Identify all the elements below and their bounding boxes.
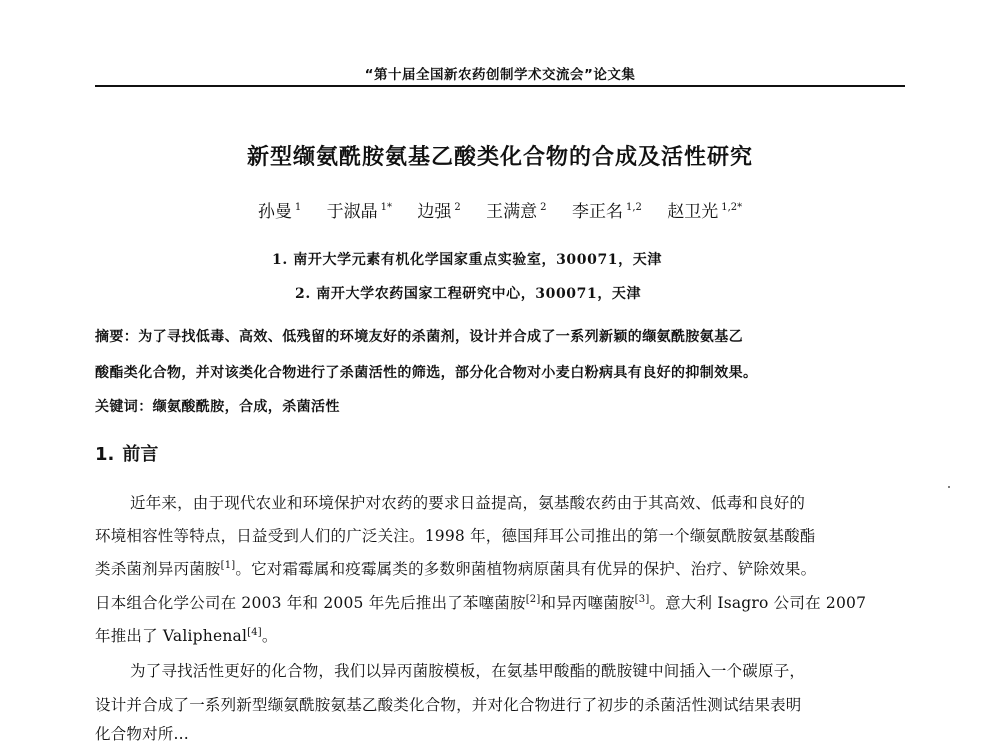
body-text: 。 xyxy=(261,627,278,645)
author-list xyxy=(95,197,905,222)
author xyxy=(327,202,392,222)
body-line xyxy=(95,591,910,613)
abstract-line-1 xyxy=(95,326,905,346)
author-affiliation-mark: 1,2 xyxy=(625,202,642,214)
body-text: 。它对霜霉属和疫霉属类的多数卵菌植物病原菌具有优异的保护、治疗、铲除效果。 xyxy=(235,560,817,578)
author-affiliation-mark: 1* xyxy=(380,202,392,214)
author-name: 于淑晶 xyxy=(326,202,378,222)
body-text: 年推出了 Valiphenal xyxy=(95,627,248,645)
body-text: 。意大利 Isagro 公司在 2007 xyxy=(649,594,867,612)
author-name: 孙曼 xyxy=(257,202,292,222)
author-name: 边强 xyxy=(417,202,452,222)
body-text: 和异丙噻菌胺 xyxy=(540,594,635,612)
author xyxy=(417,202,460,222)
section-title: 前言 xyxy=(122,444,159,465)
author-name: 李正名 xyxy=(571,202,623,222)
body-line xyxy=(95,557,910,579)
keywords-label: 关键词： xyxy=(95,399,153,415)
abstract-text: 为了寻找低毒、高效、低残留的环境友好的杀菌剂，设计并合成了一系列新颖的缬氨酰胺氨基乙 xyxy=(138,329,744,345)
author xyxy=(258,202,301,222)
keywords-text: 缬氨酸酰胺，合成，杀菌活性 xyxy=(152,399,340,415)
author-affiliation-mark: 1 xyxy=(294,202,302,214)
body-text: 日本组合化学公司在 2003 年和 2005 年先后推出了苯噻菌胺 xyxy=(95,594,526,612)
abstract-line-2: 酸酯类化合物，并对该类化合物进行了杀菌活性的筛选，部分化合物对小麦白粉病具有良好的抑制效果。 xyxy=(95,365,758,381)
keywords-line xyxy=(95,396,905,416)
body-line: 为了寻找活性更好的化合物，我们以异丙菌胺模板，在氨基甲酸酯的酰胺键中间插入一个碳原子， xyxy=(130,662,806,680)
body-line xyxy=(95,624,910,646)
scan-speck xyxy=(948,486,950,488)
affiliation-2: 2. 南开大学农药国家工程研究中心，300071，天津 xyxy=(295,286,642,302)
body-text: 类杀菌剂异丙菌胺 xyxy=(95,560,221,578)
citation-ref: [1] xyxy=(220,559,236,571)
section-heading xyxy=(95,440,158,466)
author xyxy=(667,202,742,222)
citation-ref: [2] xyxy=(525,593,541,605)
body-line: 环境相容性等特点，日益受到人们的广泛关注。1998 年，德国拜耳公司推出的第一个缬氨酰胺氨基酸酯 xyxy=(95,527,816,545)
affiliation-1: 1. 南开大学元素有机化学国家重点实验室，300071，天津 xyxy=(272,252,662,268)
abstract-label: 摘要： xyxy=(95,329,139,345)
body-line: 近年来，由于现代农业和环境保护对农药的要求日益提高，氨基酸农药由于其高效、低毒和良好的 xyxy=(130,494,806,512)
running-header: “第十届全国新农药创制学术交流会”论文集 xyxy=(364,67,636,83)
paper-title: 新型缬氨酰胺氨基乙酸类化合物的合成及活性研究 xyxy=(246,145,753,170)
section-number: 1. xyxy=(95,444,115,465)
citation-ref: [3] xyxy=(634,593,650,605)
author xyxy=(572,202,642,222)
author-affiliation-mark: 2 xyxy=(454,202,461,214)
author-affiliation-mark: 2 xyxy=(540,202,547,214)
body-line-cut-off: 化合物对所... xyxy=(95,725,189,743)
body-line: 设计并合成了一系列新型缬氨酰胺氨基乙酸类化合物，并对化合物进行了初步的杀菌活性测试结果表明 xyxy=(95,696,802,714)
citation-ref: [4] xyxy=(247,626,262,638)
author-name: 王满意 xyxy=(486,202,538,222)
header-rule xyxy=(95,85,905,87)
author-name: 赵卫光 xyxy=(667,202,719,222)
author-affiliation-mark: 1,2* xyxy=(721,202,743,214)
author xyxy=(486,202,546,222)
